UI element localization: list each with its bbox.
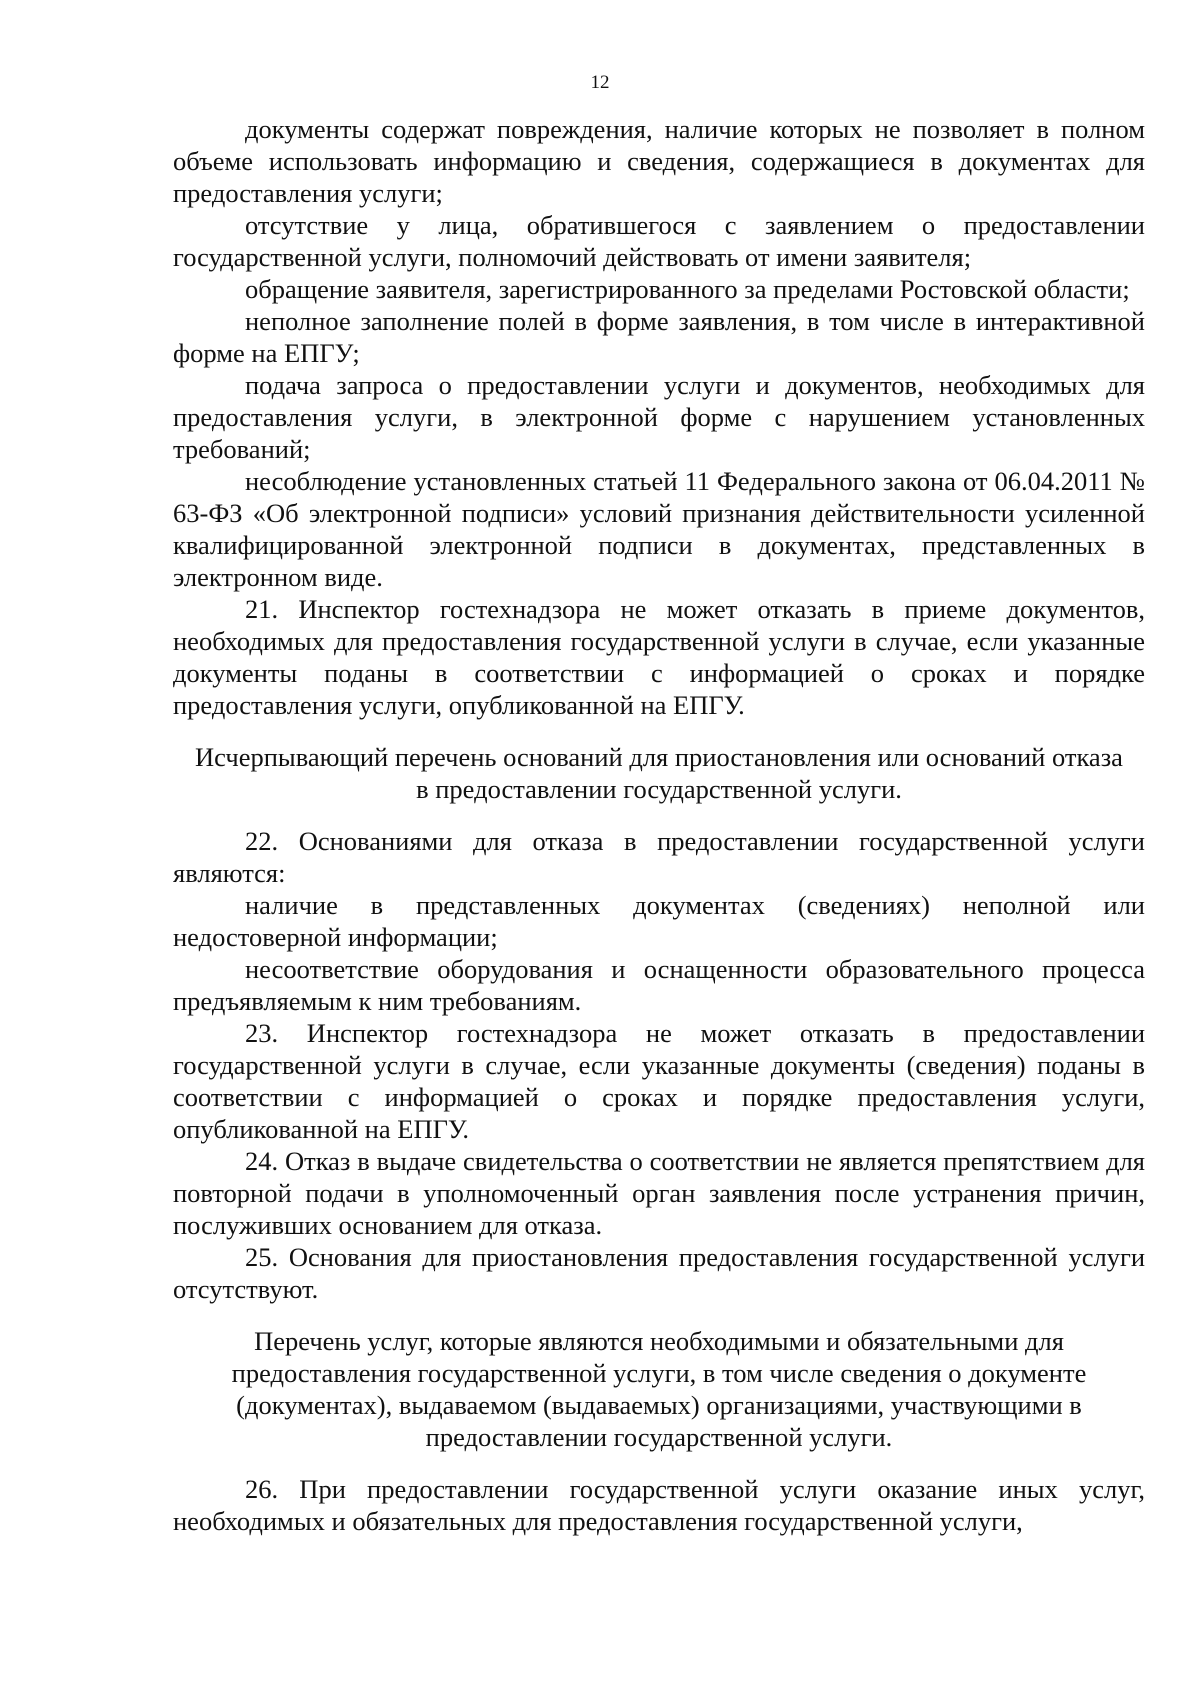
paragraph-outside-region: обращение заявителя, зарегистрированного за пределами Ростовской области; bbox=[245, 274, 1130, 304]
paragraph-damaged-documents: документы содержат повреждения, наличие которых не позволяет в полном объеме использовать информацию и сведения, содержащиеся в документах для предоставления услуги; bbox=[173, 114, 1145, 208]
paragraph-electronic-violation: подача запроса о предоставлении услуги и документов, необходимых для предоставления услуги, в электронной форме с нарушением установленных требований; bbox=[173, 370, 1145, 464]
page-number: 12 bbox=[590, 72, 610, 93]
paragraph-no-authority: отсутствие у лица, обратившегося с заявлением о предоставлении государственной услуги, полномочий действовать от имени заявителя; bbox=[173, 210, 1145, 272]
section-heading-required-services: Перечень услуг, которые являются необходимыми и обязательными для предоставления государственной услуги, в том числе сведения о документе (документах), выдаваемом (выдаваемых) организациями, участвующими в предоставлении государственной услуги. bbox=[231, 1326, 1087, 1452]
paragraph-equipment-mismatch: несоответствие оборудования и оснащенности образовательного процесса предъявляемым к ним требованиям. bbox=[173, 954, 1145, 1016]
paragraph-signature-conditions: несоблюдение установленных статьей 11 Федерального закона от 06.04.2011 № 63-ФЗ «Об электронной подписи» условий признания действительности усиленной квалифицированной электронной подписи в документах, представленных в электронном виде. bbox=[173, 466, 1145, 592]
paragraph-item-24: 24. Отказ в выдаче свидетельства о соответствии не является препятствием для повторной подачи в уполномоченный орган заявления после устранения причин, послуживших основанием для отказа. bbox=[173, 1146, 1145, 1240]
paragraph-item-26: 26. При предоставлении государственной услуги оказание иных услуг, необходимых и обязательных для предоставления государственной услуги, bbox=[173, 1474, 1145, 1536]
paragraph-incomplete-information: наличие в представленных документах (сведениях) неполной или недостоверной информации; bbox=[173, 890, 1145, 952]
paragraph-item-21: 21. Инспектор гостехнадзора не может отказать в приеме документов, необходимых для предоставления государственной услуги в случае, если указанные документы поданы в соответствии с информацией о сроках и порядке предоставления услуги, опубликованной на ЕПГУ. bbox=[173, 594, 1145, 720]
section-heading-refusal-grounds: Исчерпывающий перечень оснований для приостановления или оснований отказа в предоставлении государственной услуги. bbox=[195, 742, 1123, 804]
paragraph-incomplete-form: неполное заполнение полей в форме заявления, в том числе в интерактивной форме на ЕПГУ; bbox=[173, 306, 1145, 368]
document-body bbox=[173, 113, 1145, 1537]
paragraph-item-22: 22. Основаниями для отказа в предоставлении государственной услуги являются: bbox=[173, 826, 1145, 888]
paragraph-item-23: 23. Инспектор гостехнадзора не может отказать в предоставлении государственной услуги в случае, если указанные документы (сведения) поданы в соответствии с информацией о сроках и порядке предоставления услуги, опубликованной на ЕПГУ. bbox=[173, 1018, 1145, 1144]
paragraph-item-25: 25. Основания для приостановления предоставления государственной услуги отсутствуют. bbox=[173, 1242, 1145, 1304]
